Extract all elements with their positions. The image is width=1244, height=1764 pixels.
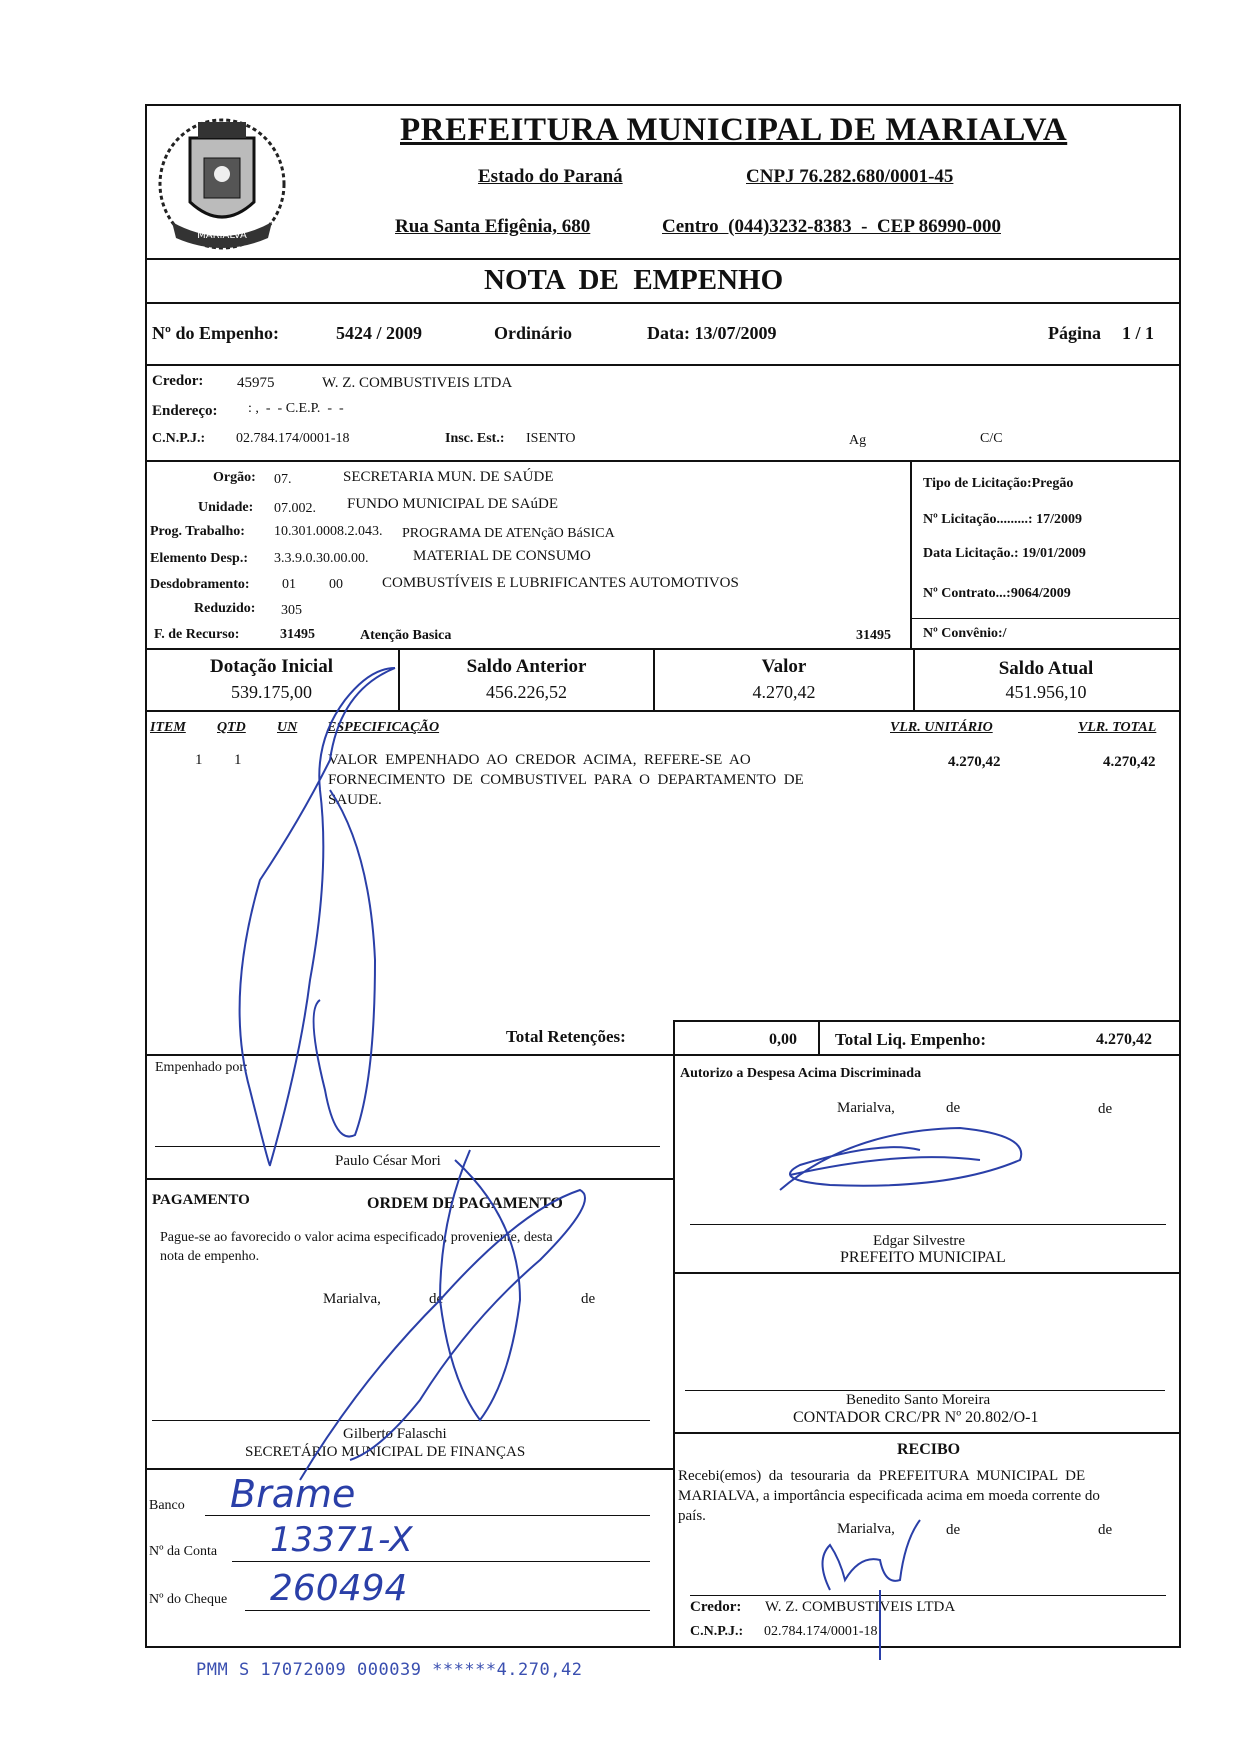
- elemento-label: Elemento Desp.:: [150, 551, 248, 566]
- col-un: UN: [277, 720, 298, 735]
- saldo-anterior-value: 456.226,52: [486, 682, 567, 702]
- cnpj-value: 02.784.174/0001-18: [236, 431, 350, 446]
- recibo-text-3: país.: [678, 1508, 706, 1524]
- prefeito-title: PREFEITO MUNICIPAL: [840, 1249, 1006, 1266]
- col-vlr-unitario: VLR. UNITÁRIO: [890, 720, 993, 735]
- orgao-name: SECRETARIA MUN. DE SAÚDE: [343, 469, 554, 485]
- recibo-cnpj-label: C.N.P.J.:: [690, 1624, 744, 1639]
- pagamento-de-1: de: [429, 1291, 444, 1307]
- item-number: 1: [195, 752, 203, 768]
- cnpj-label: C.N.P.J.:: [152, 431, 206, 446]
- valor-value: 4.270,42: [752, 682, 816, 702]
- header-street: Rua Santa Efigênia, 680: [395, 216, 591, 237]
- item-qtd: 1: [234, 752, 242, 768]
- conta-label: Nº da Conta: [149, 1544, 218, 1559]
- svg-text:MARIALVA: MARIALVA: [197, 230, 247, 241]
- col-item: ITEM: [150, 720, 186, 735]
- empenho-date: Data: 13/07/2009: [647, 323, 777, 343]
- elemento-code: 3.3.9.0.30.00.00.: [274, 551, 369, 566]
- item-total-value: 4.270,42: [1103, 754, 1156, 770]
- insc-value: ISENTO: [526, 431, 576, 446]
- unidade-label: Unidade:: [198, 500, 254, 515]
- reduzido-label: Reduzido:: [194, 601, 256, 616]
- valor-label: Valor: [761, 656, 807, 677]
- empenhado-signer: Paulo César Mori: [335, 1153, 441, 1169]
- desdobramento-b: 00: [329, 577, 343, 592]
- col-especificacao: ESPECIFICAÇÃO: [327, 720, 440, 735]
- recibo-de-2: de: [1098, 1522, 1113, 1538]
- endereco-label: Endereço:: [152, 403, 218, 419]
- recurso-name: Atenção Basica: [360, 628, 452, 643]
- empenho-number-label: Nº do Empenho:: [152, 323, 279, 343]
- pagamento-heading: PAGAMENTO: [152, 1192, 250, 1208]
- licitacao-convenio: Nº Convênio:/: [923, 626, 1007, 641]
- item-spec-line2: FORNECIMENTO DE COMBUSTIVEL PARA O DEPARTAMENTO DE: [328, 772, 804, 788]
- desdobramento-name: COMBUSTÍVEIS E LUBRIFICANTES AUTOMOTIVOS: [382, 575, 739, 591]
- col-qtd: QTD: [217, 720, 246, 735]
- retencoes-label: Total Retenções:: [506, 1027, 626, 1046]
- header-state: Estado do Paraná: [478, 166, 623, 187]
- saldo-atual-value: 451.956,10: [1005, 682, 1087, 702]
- liquido-label: Total Liq. Empenho:: [835, 1030, 986, 1049]
- unidade-name: FUNDO MUNICIPAL DE SAúDE: [347, 496, 558, 512]
- signature-falaschi-loop: [440, 1150, 520, 1420]
- saldo-atual-label: Saldo Atual: [998, 658, 1094, 679]
- cc-label: C/C: [980, 431, 1003, 446]
- pagamento-de-2: de: [581, 1291, 596, 1307]
- recibo-marialva: Marialva,: [837, 1521, 895, 1537]
- insc-label: Insc. Est.:: [445, 431, 505, 446]
- liquido-value: 4.270,42: [1096, 1031, 1152, 1048]
- orgao-code: 07.: [274, 472, 292, 487]
- credor-code: 45975: [237, 375, 275, 391]
- licitacao-numero: Nº Licitação.........: 17/2009: [923, 512, 1082, 527]
- recurso-right: 31495: [856, 628, 891, 643]
- recurso-code: 31495: [280, 627, 315, 642]
- credor-name: W. Z. COMBUSTIVEIS LTDA: [322, 375, 513, 391]
- banco-label: Banco: [149, 1498, 185, 1513]
- cheque-handwritten: 260494: [270, 1568, 408, 1609]
- reduzido-value: 305: [281, 603, 302, 618]
- autorizo-marialva: Marialva,: [837, 1100, 895, 1116]
- prog-name: PROGRAMA DE ATENçãO BáSICA: [402, 526, 615, 541]
- banco-handwritten: Brame: [230, 1472, 356, 1516]
- header-title: PREFEITURA MUNICIPAL DE MARIALVA: [400, 112, 1068, 148]
- ag-label: Ag: [849, 433, 867, 448]
- credor-label: Credor:: [152, 373, 204, 389]
- dotacao-label: Dotação Inicial: [210, 656, 333, 677]
- saldo-anterior-label: Saldo Anterior: [466, 656, 587, 677]
- desdobramento-label: Desdobramento:: [150, 577, 250, 592]
- autorizo-de-1: de: [946, 1100, 961, 1116]
- item-spec-line3: SAUDE.: [328, 792, 382, 808]
- secretario-name: Gilberto Falaschi: [343, 1426, 447, 1442]
- empenho-number: 5424 / 2009: [336, 323, 423, 343]
- autorizo-heading: Autorizo a Despesa Acima Discriminada: [680, 1066, 922, 1081]
- pague-text-1: Pague-se ao favorecido o valor acima especificado, proveniente, desta: [160, 1230, 553, 1245]
- empenho-type: Ordinário: [494, 323, 573, 343]
- contador-name: Benedito Santo Moreira: [846, 1392, 991, 1408]
- retencoes-value: 0,00: [769, 1031, 797, 1048]
- secretario-title: SECRETÁRIO MUNICIPAL DE FINANÇAS: [245, 1444, 526, 1460]
- empenhado-por-label: Empenhado por:: [155, 1060, 248, 1075]
- endereco-value: : , - - C.E.P. - -: [248, 401, 344, 416]
- signature-prefeito-stroke: [780, 1128, 1021, 1190]
- signature-credor-stroke: [823, 1520, 921, 1660]
- ordem-pagamento-heading: ORDEM DE PAGAMENTO: [367, 1195, 563, 1212]
- licitacao-tipo: Tipo de Licitação:Pregão: [923, 476, 1074, 491]
- recibo-de-1: de: [946, 1522, 961, 1538]
- recibo-credor-name: W. Z. COMBUSTIVEIS LTDA: [765, 1599, 956, 1615]
- prefeito-name: Edgar Silvestre: [873, 1233, 966, 1249]
- recibo-text-2: MARIALVA, a importância especificada acima em moeda corrente do: [678, 1488, 1100, 1504]
- recibo-text-1: Recebi(emos) da tesouraria da PREFEITURA MUNICIPAL DE: [678, 1468, 1086, 1484]
- signature-falaschi-stroke: [300, 1190, 585, 1480]
- item-spec-line1: VALOR EMPENHADO AO CREDOR ACIMA, REFERE-SE AO: [328, 752, 751, 768]
- col-vlr-total: VLR. TOTAL: [1078, 720, 1157, 735]
- page-number: 1 / 1: [1122, 323, 1155, 343]
- unidade-code: 07.002.: [274, 501, 316, 516]
- contador-title: CONTADOR CRC/PR Nº 20.802/O-1: [793, 1409, 1039, 1426]
- pagamento-marialva: Marialva,: [323, 1291, 381, 1307]
- dotacao-value: 539.175,00: [231, 682, 312, 702]
- autorizo-de-2: de: [1098, 1101, 1113, 1117]
- prog-label: Prog. Trabalho:: [150, 524, 245, 539]
- payment-stamp: PMM S 17072009 000039 ******4.270,42: [196, 1660, 583, 1680]
- cheque-label: Nº do Cheque: [149, 1592, 228, 1607]
- licitacao-data: Data Licitação.: 19/01/2009: [923, 546, 1086, 561]
- recibo-heading: RECIBO: [897, 1441, 961, 1458]
- recurso-label: F. de Recurso:: [154, 627, 240, 642]
- header-cnpj: CNPJ 76.282.680/0001-45: [746, 166, 954, 187]
- prog-code: 10.301.0008.2.043.: [274, 524, 383, 539]
- licitacao-contrato: Nº Contrato...:9064/2009: [923, 586, 1071, 601]
- orgao-label: Orgão:: [213, 470, 256, 485]
- recibo-cnpj-value: 02.784.174/0001-18: [764, 1624, 878, 1639]
- pague-text-2: nota de empenho.: [160, 1249, 260, 1264]
- header-address: Centro (044)3232-8383 - CEP 86990-000: [662, 216, 1001, 237]
- item-unit-value: 4.270,42: [948, 754, 1001, 770]
- conta-handwritten: 13371-X: [270, 1520, 413, 1560]
- elemento-name: MATERIAL DE CONSUMO: [413, 548, 591, 564]
- page-label: Página: [1048, 323, 1102, 343]
- desdobramento-a: 01: [282, 577, 296, 592]
- recibo-credor-label: Credor:: [690, 1599, 742, 1615]
- doc-title: NOTA DE EMPENHO: [484, 264, 784, 296]
